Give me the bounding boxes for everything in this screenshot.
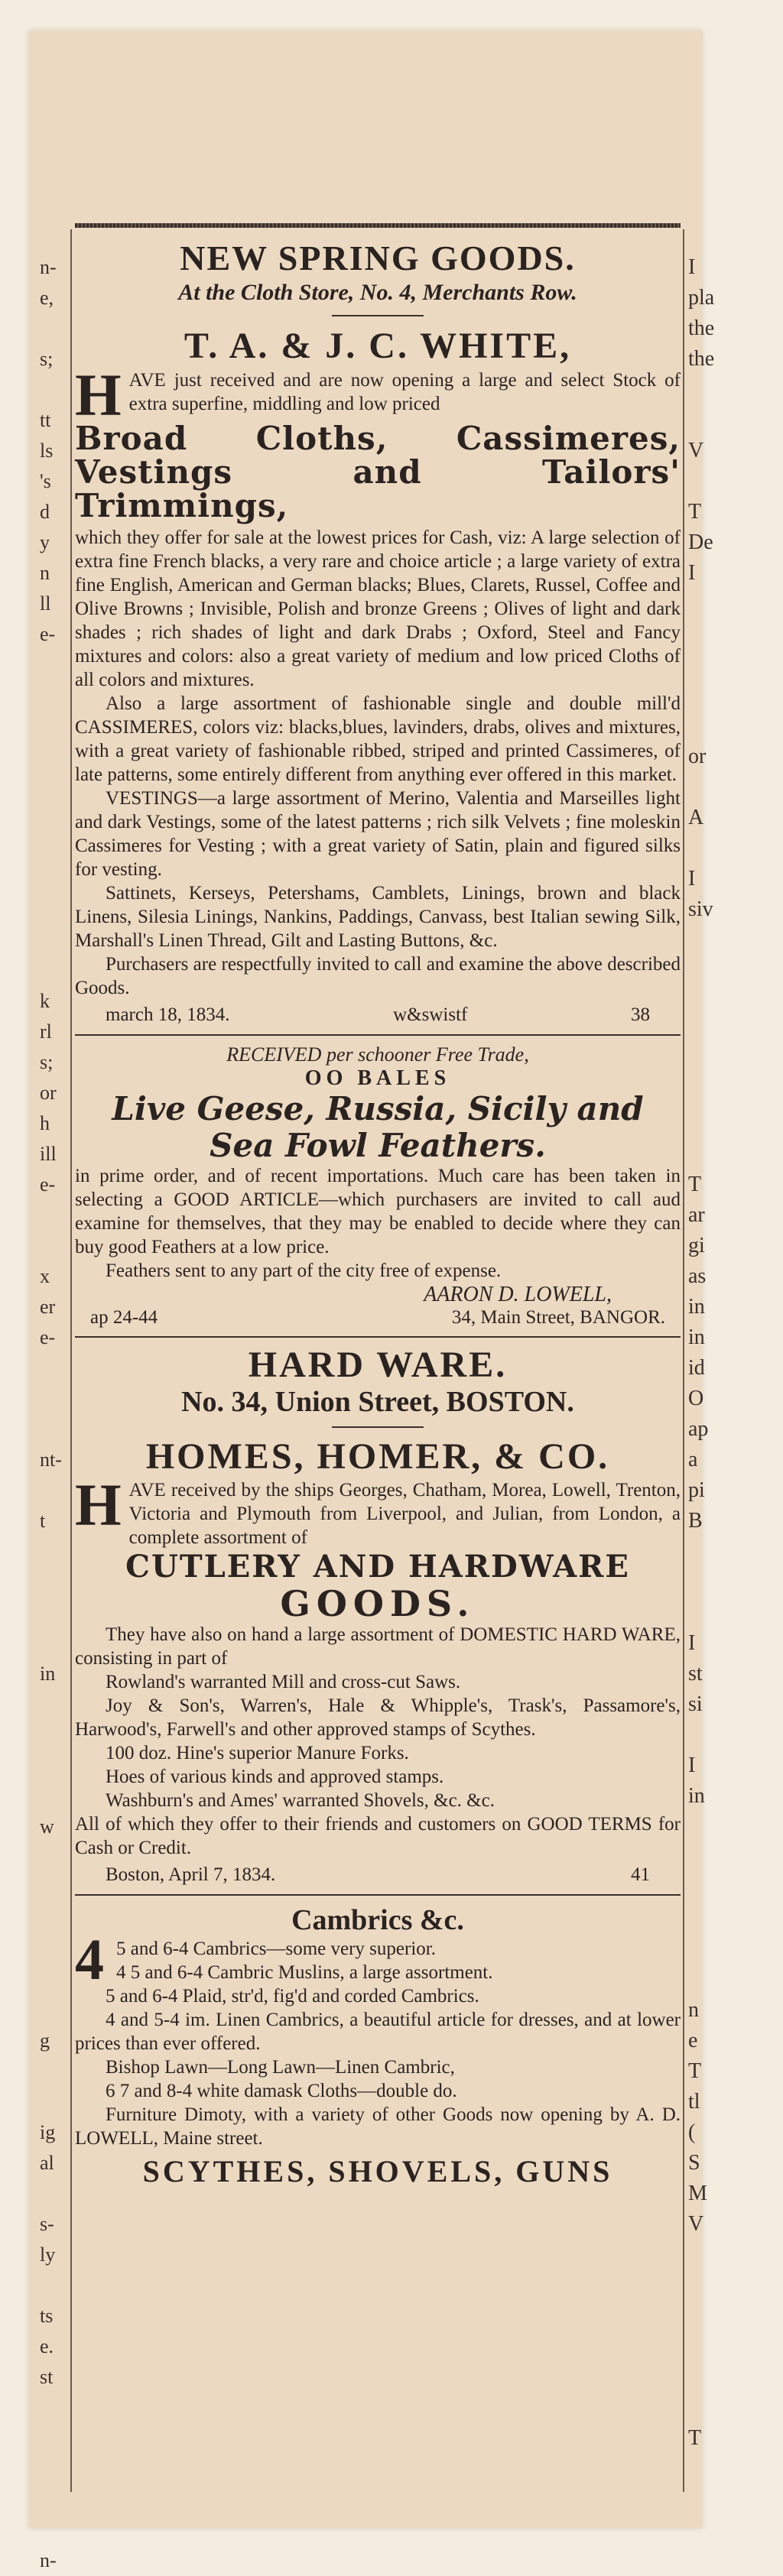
right-column-line xyxy=(688,833,719,864)
right-column-line: or xyxy=(688,745,707,768)
left-column-line xyxy=(40,1598,67,1628)
left-column-line xyxy=(40,1200,67,1231)
left-column-line xyxy=(40,1689,67,1720)
ad1-dropcap: H xyxy=(75,362,122,428)
right-column-line xyxy=(688,405,719,436)
right-column-line: ap xyxy=(688,1417,709,1441)
left-column-line xyxy=(40,2454,67,2484)
ad4-line5: Bishop Lawn—Long Lawn—Linen Cambric, xyxy=(106,2057,455,2078)
left-column-line: t xyxy=(40,1510,46,1532)
left-column-line: ll xyxy=(40,592,51,615)
right-column-line: in xyxy=(688,1295,705,1319)
right-column-line xyxy=(688,2301,719,2331)
right-column-line: I xyxy=(688,255,696,279)
right-column-line xyxy=(688,711,719,741)
left-column-line: ls xyxy=(40,440,54,462)
left-column-line xyxy=(40,803,67,833)
right-column-line: I xyxy=(688,867,696,891)
right-column-line xyxy=(688,2240,719,2270)
left-column-rule xyxy=(70,229,72,2492)
right-column-line: the xyxy=(688,347,715,371)
left-column-line: g xyxy=(40,2029,50,2052)
ad2-addressline xyxy=(75,1307,681,1329)
ad3-intro: AVE received by the ships Georges, Chatham, Morea, Lowell, Trenton, Victoria and Plymouth from Liverpool, and Julian, from London, a complete assortment of xyxy=(128,1480,681,1548)
left-column-line: ly xyxy=(40,2243,56,2266)
right-column-line xyxy=(688,466,719,497)
right-column-line xyxy=(688,955,719,986)
right-column-line: O xyxy=(688,1387,704,1410)
left-column-line xyxy=(40,1475,67,1506)
section-rule xyxy=(75,1336,681,1338)
right-column-line xyxy=(688,2270,719,2301)
left-column-line: d xyxy=(40,501,50,523)
left-column-line: e- xyxy=(40,623,56,645)
right-column-line xyxy=(688,1842,719,1873)
ad2-body xyxy=(75,1164,681,1283)
left-column-line xyxy=(40,711,67,741)
right-column-line xyxy=(688,1598,719,1628)
left-column-line xyxy=(40,2270,67,2301)
left-column-line xyxy=(40,1750,67,1781)
ad3-heading2: GOODS. xyxy=(280,1583,476,1624)
ad1-dateline xyxy=(75,1003,681,1027)
right-column-line xyxy=(688,1108,719,1139)
right-column-line: B xyxy=(688,1509,703,1533)
ad3-subtitle: No. 34, Union Street, BOSTON. xyxy=(181,1386,574,1418)
ad3-list xyxy=(75,1623,681,1887)
right-column-line: T xyxy=(688,2059,702,2083)
ad4-line3: 5 and 6-4 Plaid, str'd, fig'd and corded Cambrics. xyxy=(106,1986,479,2007)
left-column-line xyxy=(40,1414,67,1445)
ad2-title: Live Geese, Russia, Sicily and Sea Fowl Feathers. xyxy=(112,1090,644,1164)
ad4-title: Cambrics &c. xyxy=(291,1904,464,1936)
left-column-line: s; xyxy=(40,1051,54,1073)
right-column-line: si xyxy=(688,1692,703,1716)
left-column-line: ts xyxy=(40,2305,54,2327)
right-column-line xyxy=(688,1078,719,1108)
right-column-line xyxy=(688,986,719,1017)
right-column-line xyxy=(688,1139,719,1170)
left-column-line: rl xyxy=(40,1020,52,1043)
left-column-line xyxy=(40,375,67,405)
ad4-line7: Furniture Dimoty, with a variety of other Goods now opening by A. D. LOWELL, Maine street. xyxy=(75,2104,681,2149)
left-column-line: s; xyxy=(40,348,54,370)
ad3-line5: Washburn's and Ames' warranted Shovels, &c. &c. xyxy=(106,1790,495,1811)
right-column-line: I xyxy=(688,561,696,585)
section-rule xyxy=(75,1034,681,1036)
ad1-firm: T. A. & J. C. WHITE, xyxy=(184,326,572,366)
left-column-line: e, xyxy=(40,287,54,309)
right-column-line: tl xyxy=(688,2090,700,2114)
ad3-line4: Hoes of various kinds and approved stamps. xyxy=(106,1767,444,1787)
ad3-para1: They have also on hand a large assortment of DOMESTIC HARD WARE, consisting in part of xyxy=(75,1624,681,1669)
right-column-line xyxy=(688,1017,719,1047)
right-column-line: n xyxy=(688,1998,699,2022)
ad1-heading: Broad Cloths, Cassimeres, Vestings and Tailors' Trimmings, xyxy=(75,420,681,524)
ad3-date: Boston, April 7, 1834. xyxy=(106,1864,276,1885)
right-column-line xyxy=(688,2393,719,2423)
ad3-line2: Joy & Son's, Warren's, Hale & Whipple's, Trask's, Passamore's, Harwood's, Farwell's and other approved stamps of Scythes. xyxy=(75,1695,681,1740)
right-column-line: a xyxy=(688,1448,698,1471)
left-column-line xyxy=(40,2484,67,2515)
left-column-line xyxy=(40,2393,67,2423)
right-column-line: T xyxy=(688,2426,702,2450)
left-column-line xyxy=(40,2087,67,2117)
right-column-line xyxy=(688,925,719,955)
left-column-line: y xyxy=(40,531,50,553)
ad5-title: SCYTHES, SHOVELS, GUNS xyxy=(142,2154,613,2188)
left-column-line xyxy=(40,1536,67,1567)
right-column-line: as xyxy=(688,1264,707,1288)
left-column-line: s- xyxy=(40,2213,54,2235)
left-column-line: al xyxy=(40,2152,54,2174)
left-column-fragment xyxy=(40,252,67,2571)
left-column-line xyxy=(40,1384,67,1414)
right-column-line xyxy=(688,1536,719,1567)
right-column-line xyxy=(688,650,719,680)
ad1-para3: VESTINGS—a large assortment of Merino, Valentia and Marseilles light and dark Vestings, some of the latest patterns ; rich silk Velvets ; fine moleskin Cassimeres for Vesting ; with a great variety of Satin, plain and figured silks for vesting. xyxy=(75,788,681,880)
ad3-heading1: CUTLERY AND HARDWARE xyxy=(125,1549,630,1585)
left-column-line xyxy=(40,864,67,894)
left-column-line: n- xyxy=(40,2549,57,2571)
left-column-line xyxy=(40,1873,67,1903)
right-column-line xyxy=(688,375,719,405)
ad2-received: RECEIVED per schooner Free Trade, xyxy=(226,1043,529,1066)
left-column-line: w xyxy=(40,1815,54,1838)
ad1-intro: AVE just received and are now opening a large and select Stock of extra superfine, middling and low priced xyxy=(128,370,681,414)
left-column-line xyxy=(40,1781,67,1812)
left-column-line: k xyxy=(40,990,50,1012)
left-column-line xyxy=(40,2179,67,2209)
ad3-dateline xyxy=(75,1863,681,1887)
right-column-line: I xyxy=(688,1631,696,1655)
left-column-line: st xyxy=(40,2366,54,2388)
left-column-line xyxy=(40,1720,67,1750)
right-column-line xyxy=(688,2362,719,2393)
left-column-line xyxy=(40,2056,67,2087)
ad2-para1: in prime order, and of recent importations. Much care has been taken in selecting a GOOD ARTICLE—which purchasers are invited to call aud examine for themselves, that they may be enabled to decide where they can buy good Feathers at a low price. xyxy=(75,1166,681,1257)
right-column-line: pi xyxy=(688,1478,705,1502)
right-column-line: ( xyxy=(688,2120,696,2144)
left-column-line xyxy=(40,955,67,986)
right-column-line: in xyxy=(688,1325,705,1349)
ad3-line6: All of which they offer to their friends and customers on GOOD TERMS for Cash or Credit. xyxy=(75,1814,681,1858)
ad1-date: march 18, 1834. xyxy=(106,1004,230,1025)
right-column-line: ar xyxy=(688,1203,705,1227)
right-column-line: in xyxy=(688,1784,705,1808)
ad1-para1: which they offer for sale at the lowest prices for Cash, viz: A large selection of extra fine French blacks, a very rare and choice article ; a large variety of extra fine English, American and German blacks; Blues, Clarets, Russel, Coffee and Olive Browns ; Invisible, Polish and bronze Greens ; Olives of light and dark shades ; rich shades of light and dark Drabs ; Oxford, Steel and Fancy mixtures and colors: also a great variety of medium and low priced Cloths of all colors and mixtures. xyxy=(75,527,681,690)
ad2-bales: OO BALES xyxy=(304,1066,451,1090)
right-column-line xyxy=(688,1720,719,1750)
right-column-line: V xyxy=(688,2212,704,2236)
left-column-line xyxy=(40,1995,67,2026)
right-column-line: id xyxy=(688,1356,705,1380)
ad1-para4: Sattinets, Kerseys, Petershams, Camblets, Linings, brown and black Linens, Silesia Linings, Nankins, Paddings, Canvass, best Italian sewing Silk, Marshall's Linen Thread, Gilt and Lasting Buttons, &c. xyxy=(75,883,681,951)
left-column-line xyxy=(40,894,67,925)
ad4-body xyxy=(75,1928,681,2150)
ad1-para2: Also a large assortment of fashionable single and double mill'd CASSIMERES, colors viz: blacks,blues, lavinders, drabs, olives and mixtures, with a great variety of fashionable ribbed, striped and printed Cassimeres, of late patterns, some entirely different from anything ever offered in this market. xyxy=(75,693,681,785)
left-column-line xyxy=(40,2423,67,2454)
left-column-line: ig xyxy=(40,2121,56,2143)
right-column-line: A xyxy=(688,806,704,829)
right-column-line xyxy=(688,1047,719,1078)
ad1-para5: Purchasers are respectfully invited to call and examine the above described Goods. xyxy=(75,954,681,998)
right-column-line: T xyxy=(688,1173,702,1196)
left-column-line xyxy=(40,313,67,344)
left-column-line: e. xyxy=(40,2335,54,2357)
right-column-line: e xyxy=(688,2029,698,2052)
left-column-line xyxy=(40,1567,67,1598)
right-column-line: M xyxy=(688,2182,707,2205)
left-column-line: n- xyxy=(40,256,57,278)
right-column-line xyxy=(688,1873,719,1903)
ad1-body xyxy=(75,362,681,1027)
right-column-line: S xyxy=(688,2151,700,2175)
left-column-line xyxy=(40,680,67,711)
ad4-bignum: 4 xyxy=(75,1928,104,1992)
left-column-line xyxy=(40,772,67,803)
advertisement-column xyxy=(75,223,681,2188)
right-column-line: De xyxy=(688,530,713,554)
right-column-line: pla xyxy=(688,286,715,310)
right-column-line: gi xyxy=(688,1234,705,1257)
right-column-line xyxy=(688,1567,719,1598)
left-column-line xyxy=(40,741,67,772)
right-column-line: V xyxy=(688,439,704,462)
left-column-line: er xyxy=(40,1296,56,1318)
left-column-line xyxy=(40,1231,67,1261)
right-column-line xyxy=(688,619,719,650)
left-column-line: e- xyxy=(40,1173,56,1196)
left-column-line xyxy=(40,1353,67,1384)
left-column-line: e- xyxy=(40,1326,56,1348)
right-column-line xyxy=(688,1812,719,1842)
ad3-dropcap: H xyxy=(75,1471,122,1538)
ad1-subtitle: At the Cloth Store, No. 4, Merchants Row. xyxy=(178,280,577,305)
left-column-line: n xyxy=(40,562,50,584)
ad1-title: NEW SPRING GOODS. xyxy=(180,238,576,277)
ad2-para2: Feathers sent to any part of the city free of expense. xyxy=(106,1260,502,1281)
left-column-line: nt- xyxy=(40,1449,62,1471)
ad3-title: HARD WARE. xyxy=(248,1345,508,1385)
ad3-number: 41 xyxy=(631,1864,650,1885)
right-column-line xyxy=(688,1964,719,1995)
ad4-line2: 4 5 and 6-4 Cambric Muslins, a large assortment. xyxy=(116,1962,493,1983)
right-column-line xyxy=(688,589,719,619)
divider xyxy=(332,1426,424,1428)
right-column-line xyxy=(688,772,719,803)
section-rule xyxy=(75,1894,681,1896)
right-column-line xyxy=(688,1903,719,1934)
left-column-line: x xyxy=(40,1265,50,1287)
ad4-line4: 4 and 5-4 im. Linen Cambrics, a beautiful article for dresses, and at lower prices than ever offered. xyxy=(75,2010,681,2054)
right-column-line xyxy=(688,1934,719,1964)
ad3-firm: HOMES, HOMER, & CO. xyxy=(145,1436,610,1477)
right-column-line: I xyxy=(688,1754,696,1777)
left-column-line: tt xyxy=(40,409,51,431)
left-column-line xyxy=(40,925,67,955)
right-column-line: the xyxy=(688,316,715,340)
left-column-line xyxy=(40,1964,67,1995)
divider xyxy=(332,315,424,316)
ad3-body xyxy=(75,1471,681,1549)
ad2-code: ap 24-44 xyxy=(90,1307,158,1328)
ad1-number: 38 xyxy=(630,1004,650,1025)
top-rule xyxy=(75,223,681,228)
left-column-line xyxy=(40,1628,67,1659)
left-column-line: in xyxy=(40,1663,56,1685)
right-column-line xyxy=(688,680,719,711)
right-column-line xyxy=(688,2331,719,2362)
left-column-line: ill xyxy=(40,1143,57,1165)
ad2-signature: AARON D. LOWELL, xyxy=(424,1283,612,1306)
left-column-line xyxy=(40,833,67,864)
left-column-line: h xyxy=(40,1112,50,1134)
left-column-line: 's xyxy=(40,470,51,492)
ad3-line3: 100 doz. Hine's superior Manure Forks. xyxy=(106,1743,409,1763)
ad3-line1: Rowland's warranted Mill and cross-cut Saws. xyxy=(106,1672,461,1692)
right-column-fragment xyxy=(688,252,719,2515)
left-column-line xyxy=(40,1842,67,1873)
right-column-line: T xyxy=(688,500,702,524)
left-column-line xyxy=(40,2515,67,2545)
left-column-line xyxy=(40,1934,67,1964)
ad2-address: 34, Main Street, BANGOR. xyxy=(451,1307,665,1328)
ad4-line6: 6 7 and 8-4 white damask Cloths—double do. xyxy=(106,2081,457,2101)
right-column-line: st xyxy=(688,1662,703,1685)
left-column-line xyxy=(40,1903,67,1934)
left-column-line: or xyxy=(40,1082,57,1104)
ad1-code: w&swistf xyxy=(393,1004,468,1025)
right-column-line: siv xyxy=(688,897,713,921)
ad4-line1: 5 and 6-4 Cambrics—some very superior. xyxy=(116,1938,436,1959)
left-column-line xyxy=(40,650,67,680)
right-column-rule xyxy=(683,229,684,2492)
